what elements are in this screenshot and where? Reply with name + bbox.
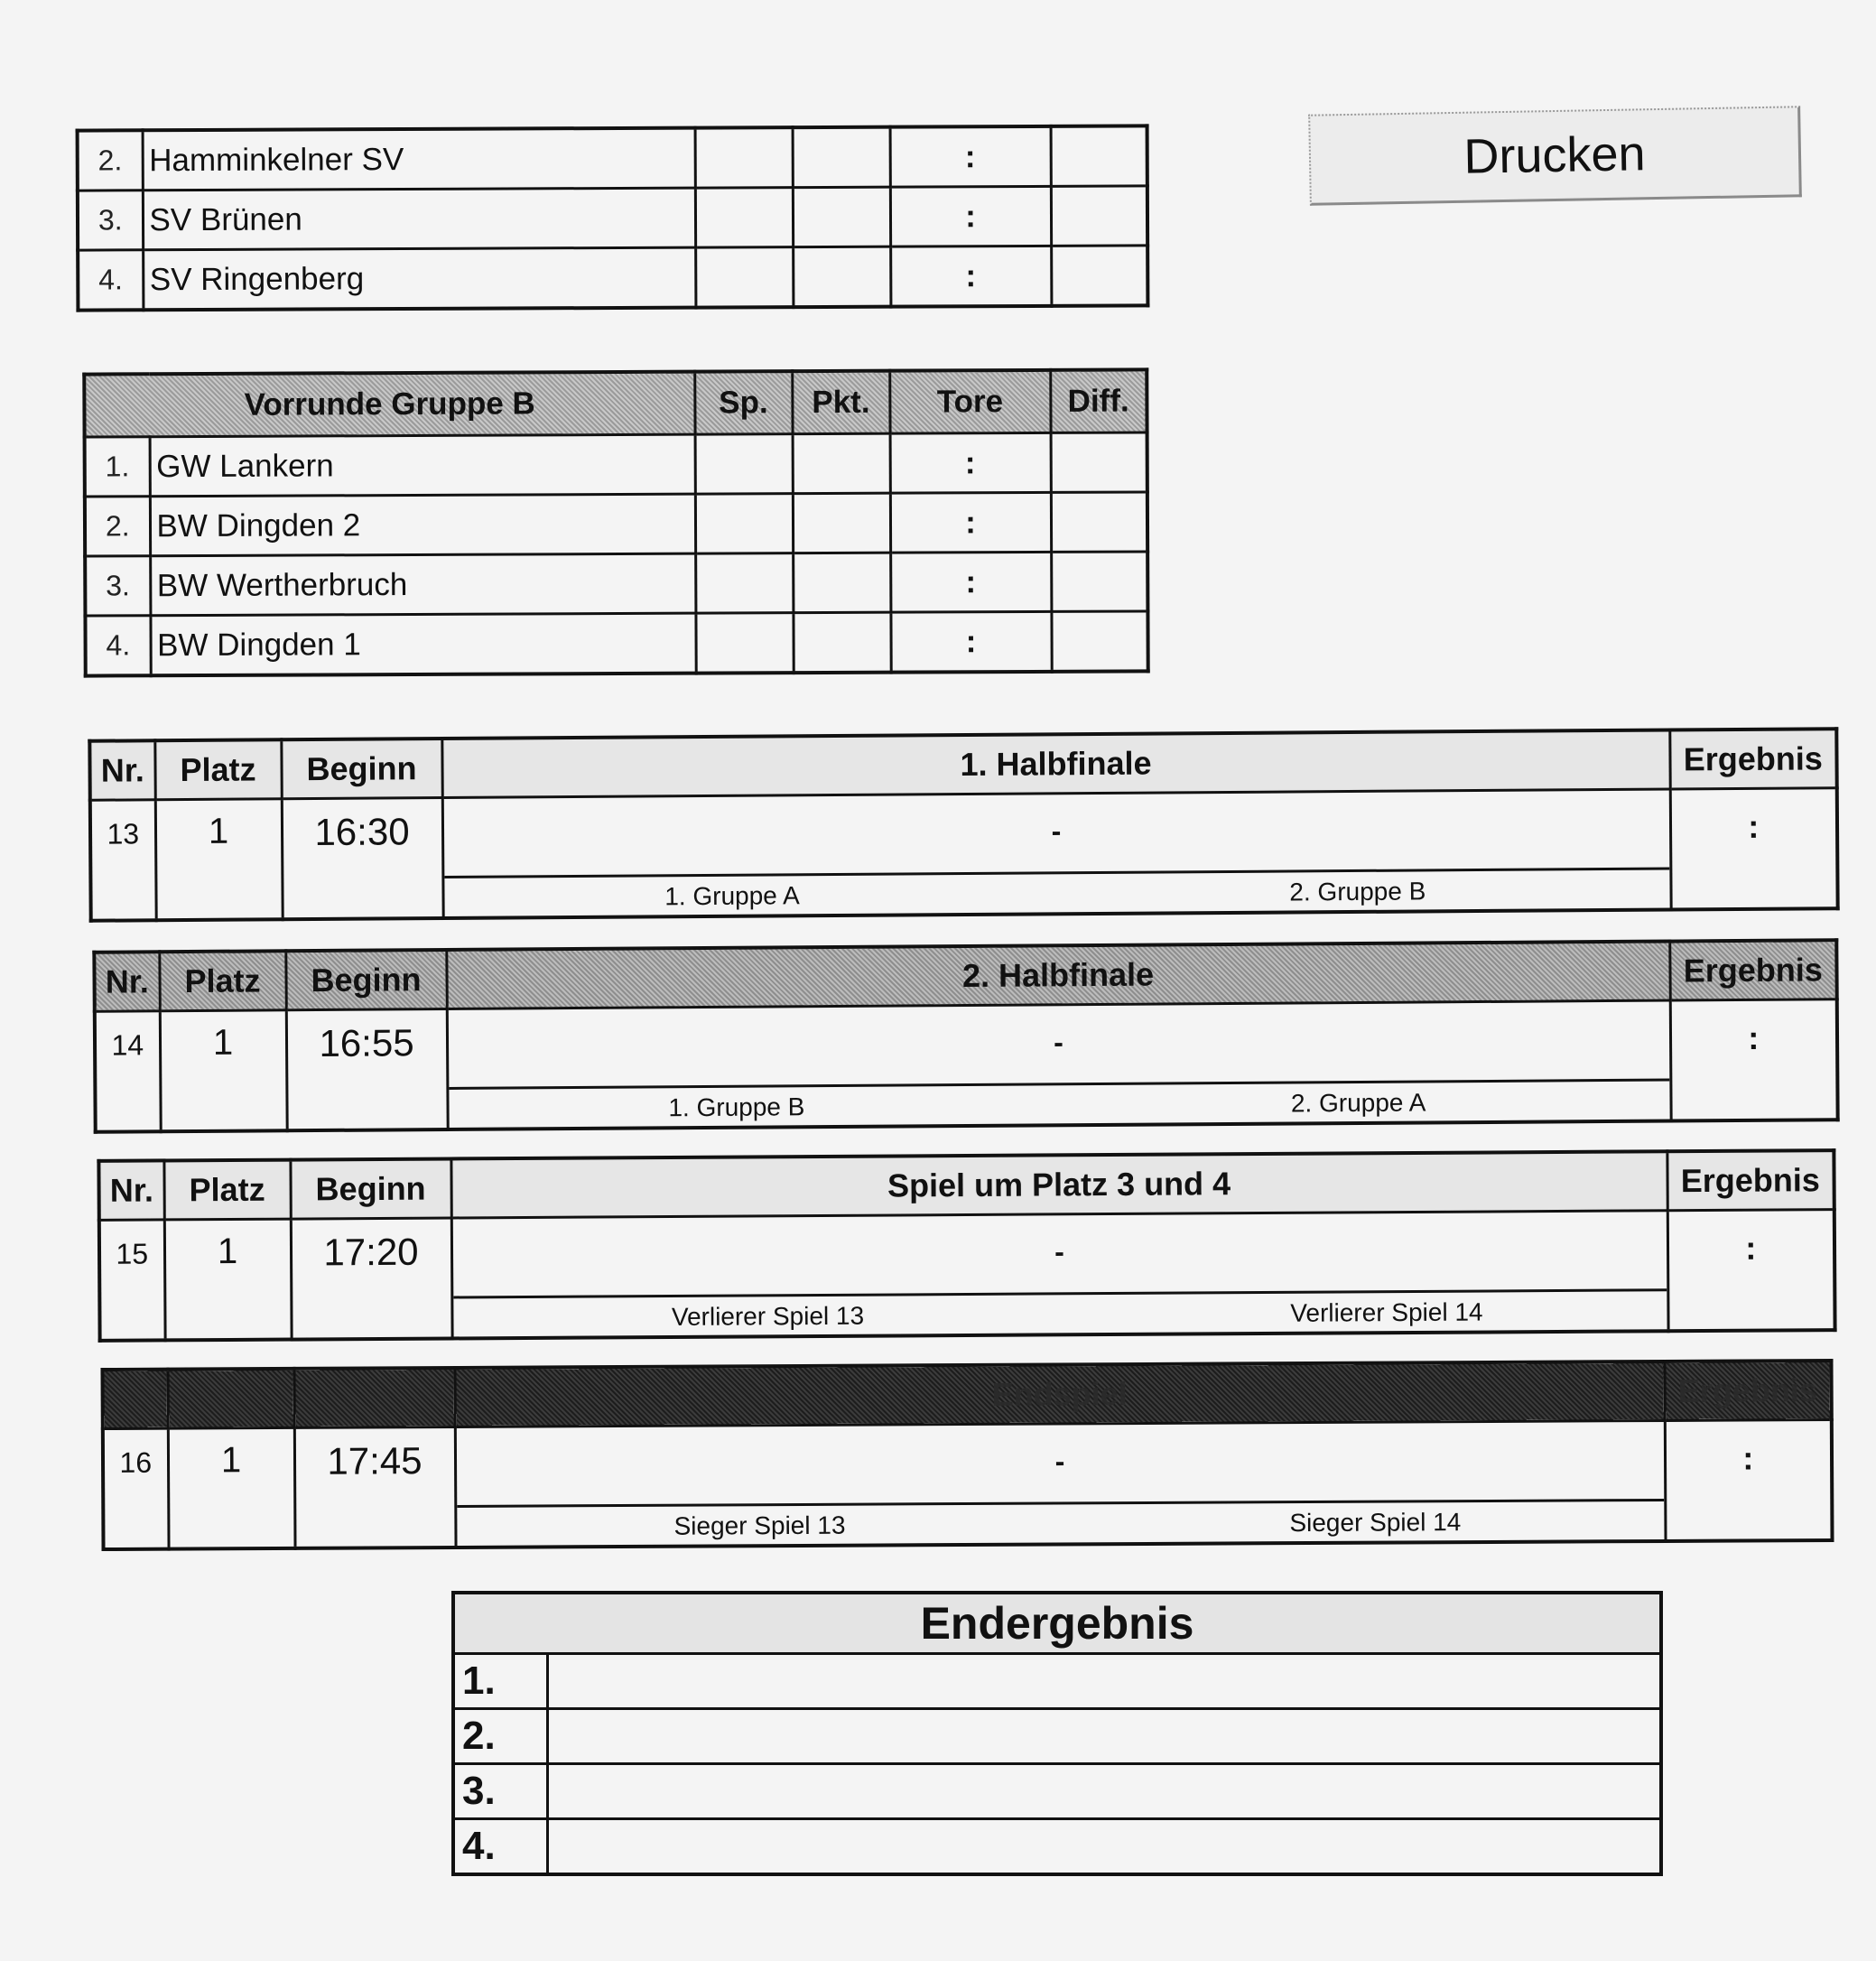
match-number: 15 bbox=[99, 1220, 165, 1341]
pkt-cell[interactable] bbox=[793, 127, 890, 188]
tore-cell[interactable]: : bbox=[890, 492, 1051, 553]
match-title: Endspiel bbox=[454, 1362, 1664, 1427]
field-number: 1 bbox=[164, 1219, 292, 1340]
diff-cell[interactable] bbox=[1051, 186, 1147, 246]
rank-label: 2. bbox=[453, 1709, 547, 1764]
diff-cell[interactable] bbox=[1051, 246, 1147, 306]
beginn-header: Beginn bbox=[285, 950, 446, 1010]
tore-header: Tore bbox=[889, 370, 1050, 433]
field-number: 1 bbox=[155, 799, 283, 920]
table-row bbox=[453, 1764, 1661, 1819]
team-b-label: 2. Gruppe B bbox=[1289, 877, 1426, 906]
pkt-cell[interactable] bbox=[793, 246, 890, 307]
start-time: 16:55 bbox=[286, 1009, 448, 1131]
table-row bbox=[85, 552, 1147, 616]
tore-cell[interactable]: : bbox=[890, 611, 1051, 672]
table-row bbox=[453, 1819, 1661, 1875]
table-row bbox=[85, 611, 1147, 676]
pairing-cell bbox=[447, 1000, 1671, 1129]
match-number: 13 bbox=[90, 800, 156, 921]
match-number: 16 bbox=[103, 1428, 169, 1549]
nr-header: Nr. bbox=[94, 952, 159, 1011]
pairing-dash: - bbox=[1054, 1445, 1065, 1478]
match-row bbox=[95, 999, 1838, 1132]
field-number: 1 bbox=[168, 1427, 295, 1548]
pkt-cell[interactable] bbox=[793, 493, 890, 553]
team-b-label: Sieger Spiel 14 bbox=[1289, 1508, 1462, 1538]
pairing-labels bbox=[444, 868, 1669, 916]
diff-header: Diff. bbox=[1050, 369, 1147, 432]
pairing-cell bbox=[455, 1420, 1666, 1547]
group-b-header bbox=[84, 369, 1147, 437]
diff-cell[interactable] bbox=[1051, 492, 1147, 552]
sp-cell[interactable] bbox=[695, 127, 793, 188]
match-row bbox=[99, 1210, 1835, 1341]
match-header bbox=[102, 1361, 1831, 1429]
team-name: Hamminkelner SV bbox=[143, 128, 695, 191]
rank-label: 4. bbox=[453, 1819, 547, 1875]
tore-cell[interactable]: : bbox=[890, 432, 1051, 493]
pairing-cell bbox=[442, 789, 1671, 918]
platz-header: Platz bbox=[154, 739, 281, 799]
rank-team-cell[interactable] bbox=[547, 1764, 1661, 1819]
result-cell[interactable]: : bbox=[1670, 788, 1838, 910]
team-name: BW Wertherbruch bbox=[150, 553, 695, 616]
group-title: Vorrunde Gruppe B bbox=[84, 372, 694, 437]
match-row bbox=[90, 788, 1838, 921]
ergebnis-header: Ergebnis bbox=[1664, 1361, 1831, 1420]
nr-header: Nr. bbox=[98, 1160, 163, 1220]
start-time: 17:45 bbox=[294, 1427, 456, 1547]
team-name: BW Dingden 2 bbox=[150, 494, 695, 556]
tore-cell[interactable]: : bbox=[890, 246, 1051, 306]
field-number: 1 bbox=[160, 1010, 287, 1131]
pairing-dash: - bbox=[1054, 1235, 1064, 1269]
rank-number: 1. bbox=[85, 437, 150, 497]
platz-header bbox=[167, 1369, 293, 1428]
sp-cell[interactable] bbox=[695, 494, 793, 553]
rank-number: 3. bbox=[85, 556, 150, 616]
ergebnis-header: Ergebnis bbox=[1667, 1150, 1834, 1211]
beginn-header: Beginn bbox=[281, 739, 441, 799]
team-a-label: 1. Gruppe A bbox=[664, 881, 800, 911]
sp-cell[interactable] bbox=[695, 613, 793, 674]
pkt-cell[interactable] bbox=[793, 433, 890, 493]
result-cell[interactable]: : bbox=[1667, 1210, 1835, 1332]
match-table-14 bbox=[92, 938, 1839, 1133]
pkt-cell[interactable] bbox=[793, 187, 890, 246]
group-a-table bbox=[76, 124, 1150, 311]
team-name: GW Lankern bbox=[150, 434, 695, 497]
beginn-header bbox=[293, 1368, 454, 1427]
print-button[interactable]: Drucken bbox=[1308, 106, 1802, 205]
final-result-table bbox=[451, 1591, 1663, 1876]
platz-header: Platz bbox=[163, 1160, 290, 1220]
tore-cell[interactable]: : bbox=[890, 552, 1051, 612]
team-a-label: 1. Gruppe B bbox=[668, 1092, 805, 1122]
match-header bbox=[98, 1150, 1834, 1220]
pairing-cell bbox=[451, 1211, 1668, 1339]
table-row bbox=[78, 125, 1147, 191]
match-table-15 bbox=[97, 1148, 1836, 1343]
table-row bbox=[78, 186, 1147, 250]
rank-number: 4. bbox=[78, 250, 143, 311]
team-a-label: Sieger Spiel 13 bbox=[673, 1510, 846, 1540]
pkt-header: Pkt. bbox=[792, 371, 889, 434]
sp-cell[interactable] bbox=[695, 247, 793, 308]
diff-cell[interactable] bbox=[1051, 552, 1147, 611]
rank-number: 4. bbox=[85, 616, 150, 676]
table-row bbox=[453, 1654, 1661, 1709]
nr-header bbox=[102, 1370, 167, 1429]
diff-cell[interactable] bbox=[1051, 432, 1147, 492]
pkt-cell[interactable] bbox=[793, 553, 890, 612]
match-number: 14 bbox=[95, 1011, 161, 1132]
pairing-dash: - bbox=[1054, 1026, 1064, 1059]
match-row bbox=[103, 1419, 1833, 1549]
group-b-table bbox=[82, 367, 1149, 677]
sp-cell[interactable] bbox=[695, 434, 793, 494]
table-row bbox=[453, 1709, 1661, 1764]
diff-cell[interactable] bbox=[1051, 125, 1147, 186]
platz-header: Platz bbox=[159, 951, 285, 1010]
result-cell[interactable]: : bbox=[1665, 1419, 1833, 1540]
team-name: SV Ringenberg bbox=[143, 247, 695, 310]
pairing-labels bbox=[457, 1499, 1664, 1546]
match-title: 1. Halbfinale bbox=[441, 730, 1669, 798]
rank-number: 2. bbox=[78, 130, 143, 191]
team-b-label: Verlierer Spiel 14 bbox=[1290, 1297, 1483, 1327]
rank-team-cell[interactable] bbox=[547, 1819, 1661, 1875]
diff-cell[interactable] bbox=[1051, 611, 1147, 672]
pairing-labels bbox=[449, 1079, 1669, 1128]
match-table-16 bbox=[100, 1359, 1834, 1551]
rank-number: 3. bbox=[78, 191, 143, 250]
tore-cell[interactable]: : bbox=[890, 126, 1051, 187]
sp-cell[interactable] bbox=[695, 553, 793, 613]
nr-header: Nr. bbox=[89, 740, 154, 800]
result-cell[interactable]: : bbox=[1670, 999, 1838, 1121]
match-title: Spiel um Platz 3 und 4 bbox=[450, 1151, 1667, 1218]
rank-label: 1. bbox=[453, 1654, 547, 1709]
team-b-label: 2. Gruppe A bbox=[1290, 1088, 1426, 1118]
rank-label: 3. bbox=[453, 1764, 547, 1819]
final-result-title: Endergebnis bbox=[453, 1593, 1661, 1654]
ergebnis-header: Ergebnis bbox=[1669, 729, 1836, 789]
start-time: 17:20 bbox=[291, 1218, 452, 1340]
match-title: 2. Halbfinale bbox=[446, 942, 1669, 1009]
table-row bbox=[78, 246, 1147, 311]
start-time: 16:30 bbox=[282, 798, 443, 920]
beginn-header: Beginn bbox=[290, 1158, 450, 1219]
rank-team-cell[interactable] bbox=[547, 1709, 1661, 1764]
sp-header: Sp. bbox=[694, 371, 792, 434]
pairing-dash: - bbox=[1051, 814, 1062, 848]
pkt-cell[interactable] bbox=[793, 612, 890, 673]
table-row bbox=[85, 432, 1147, 497]
team-name: SV Brünen bbox=[143, 188, 695, 250]
team-a-label: Verlierer Spiel 13 bbox=[671, 1301, 865, 1331]
final-result-header bbox=[453, 1593, 1661, 1654]
rank-number: 2. bbox=[85, 497, 150, 556]
rank-team-cell[interactable] bbox=[547, 1654, 1661, 1709]
tore-cell[interactable]: : bbox=[890, 186, 1051, 246]
match-table-13 bbox=[88, 727, 1839, 923]
team-name: BW Dingden 1 bbox=[150, 613, 695, 675]
ergebnis-header: Ergebnis bbox=[1669, 940, 1836, 1000]
pairing-labels bbox=[453, 1288, 1667, 1336]
table-row bbox=[85, 492, 1147, 556]
sp-cell[interactable] bbox=[695, 188, 793, 247]
